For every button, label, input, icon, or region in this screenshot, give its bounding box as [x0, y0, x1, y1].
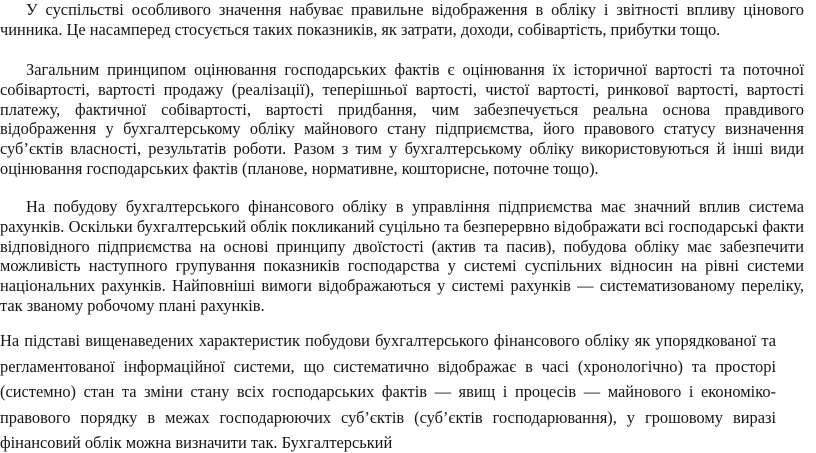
paragraph-accounting-definition: На підставі вищенаведених характеристик побудови бухгалтерського фінансового обліку як упорядкованої та регламентованої інформаційної системи, що систематично відображає в часі (хронологічно) та просторі (системно) стан та зміни стану всіх господарських фактів — явищ і процесів — майнового і економіко-правового порядку в межах господарюючих суб’єктів (суб’єктів господарювання), у грошовому виразі фінансовий облік можна визначити так. Бухгалтерський	[0, 331, 776, 452]
paragraph-valuation-principle: Загальним принципом оцінювання господарських фактів є оцінювання їх історичної вартості та поточної собівартості, вартості продажу (реалізації), теперішньої вартості, чистої вартості, ринкової вартості, вартості платежу, фактичної собівартості, вартості придбання, чим забезпечується реальна основа правдивого відображення у бухгалтерському обліку майнового стану підприємства, його правового статусу визначення суб’єктів власності, результатів роботи. Разом з тим у бухгалтерському обліку використовуються й інші види оцінювання господарських фактів (планове, нормативне, кошторисне, поточне тощо).	[0, 60, 804, 178]
paragraph-accounts-system: На побудову бухгалтерського фінансового обліку в управління підприємства має значний вплив система рахунків. Оскільки бухгалтерський облік покликаний суцільно та безперервно відображати всі господарські факти відповідного підприємства на основі принципу двоїстості (актив та пасив), побудова обліку має забезпечити можливість наступного групування показників господарства у системі суспільних відносин на рівні системи національних рахунків. Найповніші вимоги відображаються у системі рахунків — систематизованому переліку, так званому робочому плані рахунків.	[0, 197, 804, 315]
paragraph-price-factor: У суспільстві особливого значення набуває правильне відображення в обліку і звітності впливу цінового чинника. Це насамперед стосується таких показників, як затрати, доходи, собівартість, прибутки тощо.	[0, 0, 804, 39]
